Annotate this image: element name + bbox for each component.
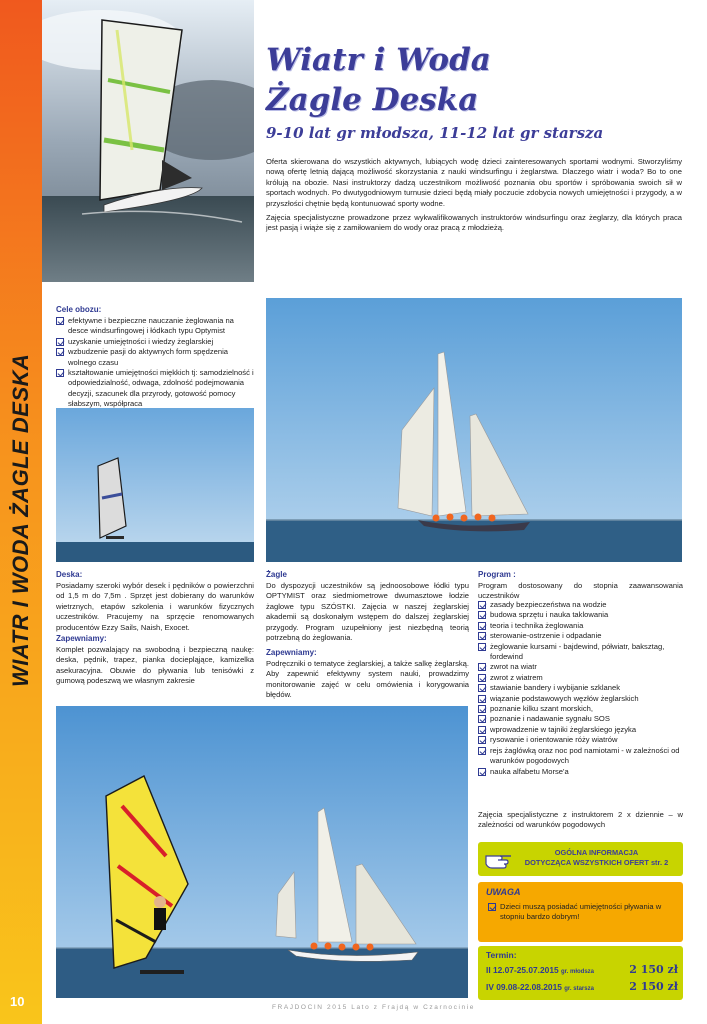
page-title — [266, 40, 491, 120]
page-footer: FRAJDOCIN 2015 Lato z Frajdą w Czarnocinie — [271, 1004, 476, 1011]
sailboat-photo — [266, 298, 682, 562]
list-item: żeglowanie kursami - bajdewind, półwiatr, baksztag, fordewind — [478, 642, 683, 663]
deska-heading: Deska: — [56, 570, 83, 579]
checkbox-icon — [478, 632, 486, 640]
intro-paragraph-2: Zajęcia specjalistyczne prowadzone przez wykwalifikowanych instruktorów windsurfingu oraz żeglarzy, dla których praca jest pasją i wiąże się z zamiłowaniem do wody oraz pracą z młodzieżą. — [266, 213, 682, 233]
term-dates: II 12.07-25.07.2015 gr. młodsza — [486, 965, 594, 975]
zagle-provide-text: Podręczniki o tematyce żeglarskiej, a także salkę żeglarską. Aby zapewnić efektywny system nauki, prowadzimy monitorowanie zajęć w celu omówienia i korygowania błędów. — [266, 659, 469, 700]
list-item: sterowanie-ostrzenie i odpadanie — [478, 631, 683, 641]
list-item: teoria i technika żeglowania — [478, 621, 683, 631]
list-item: rejs żaglówką oraz noc pod namiotami - w zależności od warunków pogodowych — [478, 746, 683, 767]
zagle-text: Do dyspozycji uczestników są jednoosobowe łódki typu OPTYMIST oraz siedmiometrowe dwumasztowe łodzie żaglowe typu SZÓSTKI. Zajęcia w naszej żeglarskiej akademii są doskonałym wstępem do dalszej żeglarskiej przygody. Program uzupełniony jest niezbędną teorią potrzebną do żeglowania. — [266, 581, 469, 643]
list-item: rysowanie i orientowanie róży wiatrów — [478, 735, 683, 745]
zagle-provide-heading: Zapewniamy: — [266, 648, 317, 657]
list-item: poznanie kilku szant morskich, — [478, 704, 683, 714]
list-item: wzbudzenie pasji do aktywnych form spędzenia wolnego czasu — [56, 347, 254, 368]
page-number: 10 — [10, 994, 25, 1009]
page-subtitle: 9-10 lat gr młodsza, 11-12 lat gr starsza — [266, 124, 604, 142]
list-item: zasady bezpieczeństwa na wodzie — [478, 600, 683, 610]
list-item: poznanie i nadawanie sygnału SOS — [478, 714, 683, 724]
list-item: uzyskanie umiejętności i wiedzy żeglarskiej — [56, 337, 254, 347]
checkbox-icon — [488, 903, 496, 911]
checkbox-icon — [478, 736, 486, 744]
checkbox-icon — [478, 663, 486, 671]
checkbox-icon — [478, 695, 486, 703]
checkbox-icon — [56, 317, 64, 325]
terms-heading: Termin: — [486, 950, 517, 960]
list-item: wprowadzenie w tajniki żeglarskiego języka — [478, 725, 683, 735]
general-info-link[interactable] — [478, 842, 683, 876]
list-item: wiązanie podstawowych węzłów żeglarskich — [478, 694, 683, 704]
program-note: Zajęcia specjalistyczne z instruktorem 2 x dziennie – w zależności od warunków pogodowych — [478, 810, 683, 830]
deska-text: Posiadamy szeroki wybór desek i pędników o powierzchni od 1,5 m do 7,5m . Sprzęt jest dobierany do warunków wietrznych, etapów szkolenia i warunków fizycznych uczestników. Pracujemy na sprzęcie renomowanych producentów Ezzy Sails, Naish, Exocet. — [56, 581, 254, 632]
deska-provide-heading: Zapewniamy: — [56, 634, 107, 643]
bottom-photo-panel — [56, 706, 468, 998]
list-item: zwrot na wiatr — [478, 662, 683, 672]
terms-box — [478, 946, 683, 1000]
checkbox-icon — [478, 684, 486, 692]
warning-box — [478, 882, 683, 942]
list-item: zwrot z wiatrem — [478, 673, 683, 683]
zagle-heading: Żagle — [266, 570, 287, 579]
program-heading: Program : — [478, 570, 516, 579]
checkbox-icon — [478, 747, 486, 755]
term-price: 2 150 zł — [629, 980, 678, 993]
distant-windsurfer-photo — [56, 408, 254, 562]
title-line-1: Wiatr i Woda — [266, 42, 491, 78]
checkbox-icon — [478, 768, 486, 776]
title-line-2: Żagle Deska — [266, 82, 479, 118]
term-price: 2 150 zł — [629, 963, 678, 976]
info-line-1: OGÓLNA INFORMACJA — [554, 848, 639, 857]
list-item: budowa sprzętu i nauka taklowania — [478, 610, 683, 620]
checkbox-icon — [478, 622, 486, 630]
checkbox-icon — [478, 674, 486, 682]
info-line-2: DOTYCZĄCA WSZYSTKICH OFERT str. 2 — [524, 858, 669, 867]
goals-heading: Cele obozu: — [56, 305, 102, 314]
checkbox-icon — [478, 601, 486, 609]
list-item: stawianie bandery i wybijanie szklanek — [478, 683, 683, 693]
checkbox-icon — [56, 338, 64, 346]
warning-title: UWAGA — [486, 887, 521, 897]
windsurfer-jumping-photo — [42, 0, 254, 282]
program-list — [478, 600, 683, 777]
list-item: nauka alfabetu Morse'a — [478, 767, 683, 777]
intro-paragraph-1: Oferta skierowana do wszystkich aktywnych, lubiących wodę dzieci zainteresowanych sportami wodnymi. Stworzyliśmy nową ofertę letnią dającą możliwość skorzystania z nauki windsurfingu i żeglarstwa. Dlaczego wiatr i woda? Bo to one królują na obozie. Nasi instruktorzy dadzą uczestnikom możliwość poznania obu sportów i spróbowania swoich sił w sportach wodnych. Po dwutygodniowym turnusie dzieci będą miały poczucie zdobycia nowych umiejętności i przygody, a w przyszłości chętnie będą kontunuować sporty wodne. — [266, 157, 682, 208]
term-row — [486, 979, 678, 993]
term-dates: IV 09.08-22.08.2015 gr. starsza — [486, 982, 594, 992]
list-item: efektywne i bezpieczne nauczanie żeglowania na desce windsurfingowej i łódkach typu Optymist — [56, 316, 254, 337]
checkbox-icon — [478, 611, 486, 619]
list-item: kształtowanie umiejętności miękkich tj: samodzielność i odpowiedzialność, odwaga, zdolność podejmowania decyzji, szacunek dla przyrody, gotowość pomocy słabszym, współpraca — [56, 368, 254, 410]
program-intro: Program dostosowany do stopnia zaawansowania uczestników — [478, 581, 683, 601]
goals-list — [56, 316, 254, 410]
checkbox-icon — [56, 369, 64, 377]
checkbox-icon — [478, 643, 486, 651]
info-text — [514, 848, 679, 868]
checkbox-icon — [478, 726, 486, 734]
pointing-hand-icon — [484, 846, 514, 872]
deska-provide-text: Komplet pozwalający na swobodną i bezpieczną naukę: deska, pędnik, trapez, pianka dociepląjące, kamizelka asekuracyjna. Obuwie do pływania lub tenisówki z gumową podeszwą we własnym zakresie — [56, 645, 254, 686]
checkbox-icon — [56, 348, 64, 356]
term-row — [486, 962, 678, 976]
vertical-title: WIATR I WODA ŻAGLE DESKA — [8, 353, 33, 687]
warning-text: Dzieci muszą posiadać umiejętności pływania w stopniu bardzo dobrym! — [488, 902, 678, 923]
checkbox-icon — [478, 705, 486, 713]
checkbox-icon — [478, 715, 486, 723]
side-band — [0, 0, 42, 1024]
